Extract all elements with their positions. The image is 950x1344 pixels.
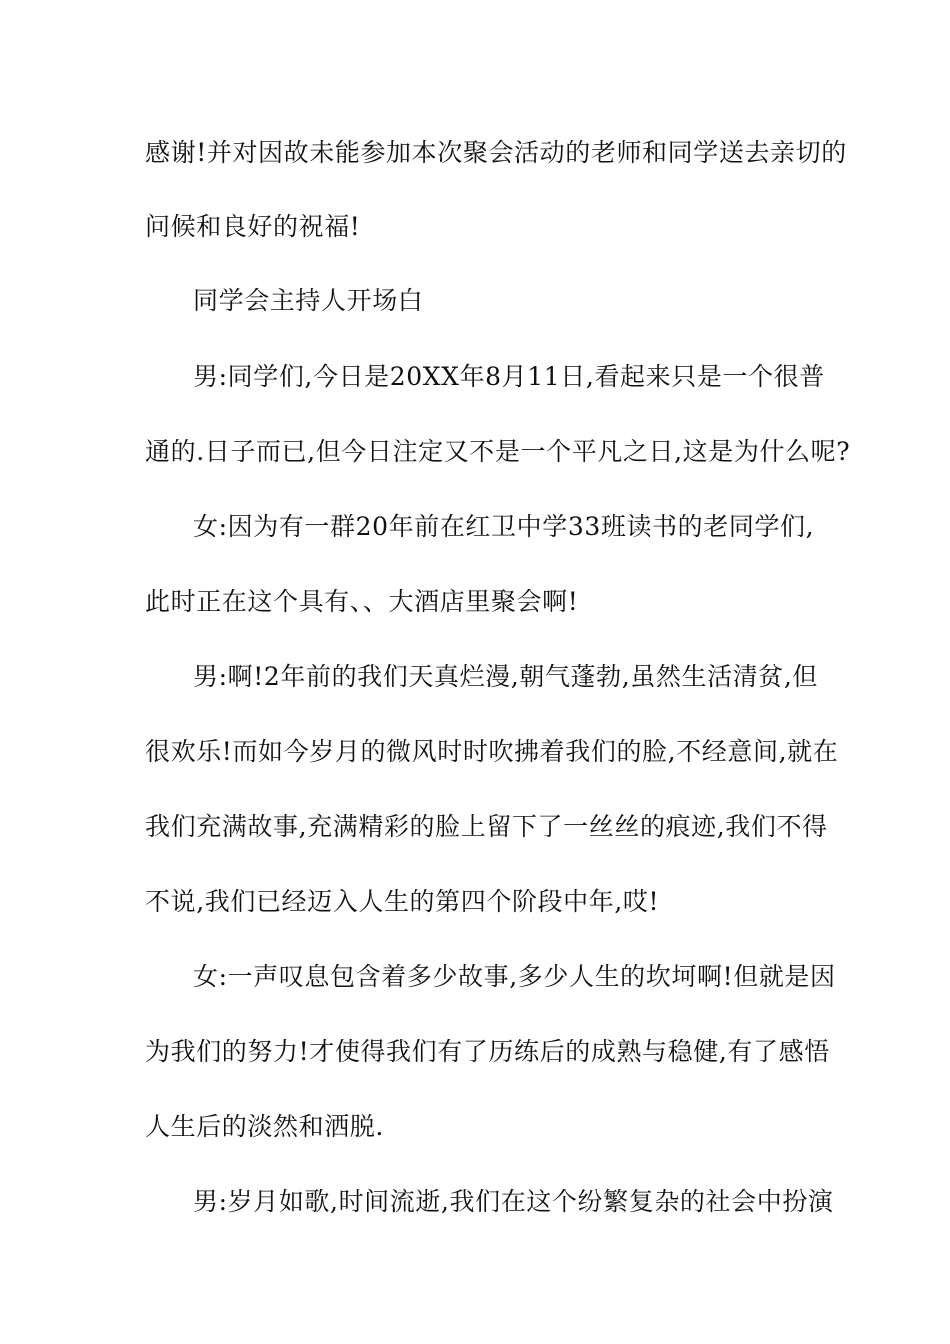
text-line: 很欢乐!而如今岁月的微风时时吹拂着我们的脸,不经意间,就在 <box>145 737 839 766</box>
text-line: 人生后的淡然和洒脱. <box>145 1112 384 1141</box>
text-line: 女:因为有一群20年前在红卫中学33班读书的老同学们, <box>193 512 815 541</box>
text-line: 女:一声叹息包含着多少故事,多少人生的坎坷啊!但就是因 <box>193 962 836 991</box>
text-line: 男:啊!2年前的我们天真烂漫,朝气蓬勃,虽然生活清贫,但 <box>193 662 819 691</box>
text-line: 感谢!并对因故未能参加本次聚会活动的老师和同学送去亲切的 <box>145 138 847 167</box>
text-line: 不说,我们已经迈入人生的第四个阶段中年,哎! <box>145 887 660 916</box>
text-line: 我们充满故事,充满精彩的脸上留下了一丝丝的痕迹,我们不得 <box>145 812 828 841</box>
text-line: 问候和良好的祝福! <box>145 212 361 241</box>
text-line: 此时正在这个具有、、大酒店里聚会啊! <box>145 587 579 616</box>
text-line: 男:岁月如歌,时间流逝,我们在这个纷繁复杂的社会中扮演 <box>193 1187 834 1216</box>
section-heading: 同学会主持人开场白 <box>193 286 424 315</box>
text-line: 通的.日子而已,但今日注定又不是一个平凡之日,这是为什么呢? <box>145 437 851 466</box>
text-line: 男:同学们,今日是20XX年8月11日,看起来只是一个很普 <box>193 362 825 391</box>
text-line: 为我们的努力!才使得我们有了历练后的成熟与稳健,有了感悟 <box>145 1037 830 1066</box>
